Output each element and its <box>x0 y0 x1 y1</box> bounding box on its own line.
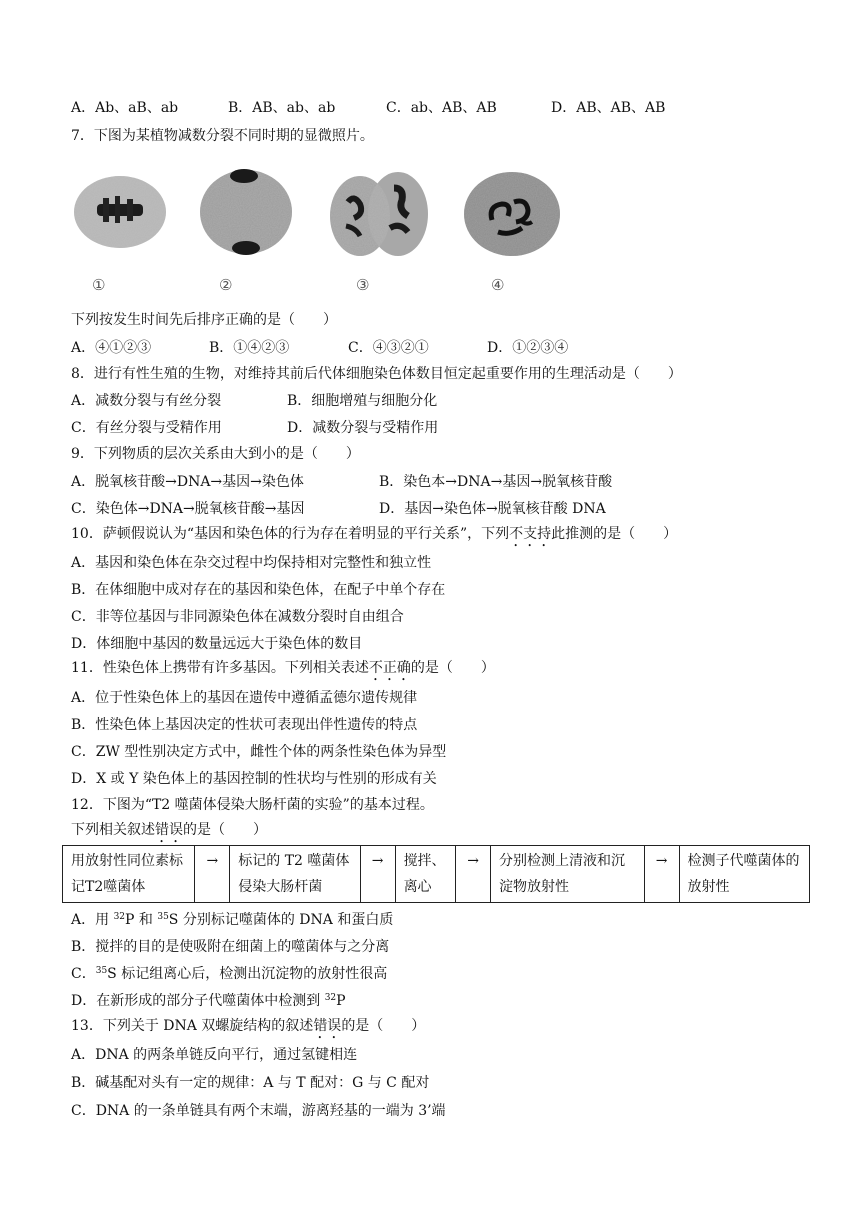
q10-option-a: A．基因和染色体在杂交过程中均保持相对完整性和独立性 <box>71 555 432 571</box>
q12-question <box>71 820 267 846</box>
q9-option-a: A．脱氧核苷酸→DNA→基因→染色体 <box>71 474 304 490</box>
flow-step-2: 标记的 T2 噬菌体侵染大肠杆菌 <box>230 846 360 903</box>
q12-question-emphasis: 错误 <box>155 822 183 838</box>
flow-arrow-2: → <box>360 846 395 903</box>
isotope-32-superscript: 32 <box>324 993 337 1003</box>
isotope-35-superscript: 35 <box>157 912 169 922</box>
q8-stem: 8．进行有性生殖的生物，对维持其前后代体细胞染色体数目恒定起重要作用的生理活动是（ ） <box>71 366 682 382</box>
q6-option-a: A．Ab、aB、ab <box>71 100 179 116</box>
q12-option-b: B．搅拌的目的是使吸附在细菌上的噬菌体与之分离 <box>71 939 390 955</box>
q12-option-a-text-1: A．用 <box>71 912 114 928</box>
q7-option-d: D．①②③④ <box>487 340 569 356</box>
q12-question-post: 的是（ ） <box>183 822 267 838</box>
q12-option-d <box>71 991 346 1011</box>
flow-step-1: 用放射性同位素标记T2噬菌体 <box>63 846 195 903</box>
micrograph-1-label: ① <box>92 276 106 294</box>
micrograph-2-image <box>196 162 296 268</box>
q9-option-c: C．染色体→DNA→脱氧核苷酸→基因 <box>71 501 305 517</box>
micrograph-strip <box>70 162 520 268</box>
flow-arrow-4: → <box>644 846 679 903</box>
q12-option-c-text-2: S 标记组离心后，检测出沉淀物的放射性很高 <box>107 966 388 982</box>
q10-option-c: C．非等位基因与非同源染色体在减数分裂时自由组合 <box>71 609 404 625</box>
q12-question-pre: 下列相关叙述 <box>71 822 155 838</box>
q12-option-d-text-1: D．在新形成的部分子代噬菌体中检测到 <box>71 993 325 1009</box>
q11-stem-emphasis: 不正确 <box>368 660 411 676</box>
q6-option-d: D．AB、AB、AB <box>551 100 666 116</box>
q13-option-c: C．DNA 的一条单链具有两个末端，游离羟基的一端为 3’端 <box>71 1103 446 1119</box>
q13-option-a: A．DNA 的两条单链反向平行，通过氢键相连 <box>71 1047 358 1063</box>
q12-stem: 12．下图为“T2 噬菌体侵染大肠杆菌的实验”的基本过程。 <box>71 797 434 813</box>
micrograph-3-label: ③ <box>356 276 370 294</box>
isotope-35-superscript: 35 <box>95 966 108 976</box>
q6-option-b: B．AB、ab、ab <box>228 100 336 116</box>
flow-step-5: 检测子代噬菌体的放射性 <box>679 846 809 903</box>
micrograph-2-label: ② <box>219 276 233 294</box>
q7-option-c: C．④③②① <box>348 340 429 356</box>
flow-arrow-1: → <box>195 846 230 903</box>
q12-option-c <box>71 964 387 984</box>
q8-option-c: C．有丝分裂与受精作用 <box>71 420 222 436</box>
q13-option-b: B．碱基配对头有一定的规律：A 与 T 配对：G 与 C 配对 <box>71 1075 430 1091</box>
flow-step-4: 分别检测上清液和沉淀物放射性 <box>490 846 644 903</box>
q7-option-b: B．①④②③ <box>209 340 290 356</box>
q11-option-a: A．位于性染色体上的基因在遗传中遵循孟德尔遗传规律 <box>71 690 418 706</box>
q11-stem-post: 的是（ ） <box>410 660 495 676</box>
q11-stem <box>71 658 495 684</box>
q10-option-b: B．在体细胞中成对存在的基因和染色体，在配子中单个存在 <box>71 582 446 598</box>
q12-option-a-text-2: P 和 <box>125 912 158 928</box>
micrograph-4-label: ④ <box>491 276 505 294</box>
q11-option-c: C．ZW 型性别决定方式中，雌性个体的两条性染色体为异型 <box>71 744 447 760</box>
flow-step-3: 搅拌、离心 <box>395 846 456 903</box>
q11-option-d: D．X 或 Y 染色体上的基因控制的性状均与性别的形成有关 <box>71 771 437 787</box>
q9-option-d: D．基因→染色体→脱氧核苷酸 DNA <box>379 501 606 517</box>
q13-stem-pre: 13．下列关于 DNA 双螺旋结构的叙述 <box>71 1018 314 1034</box>
experiment-flow-table <box>62 845 810 903</box>
q12-option-c-text-1: C． <box>71 966 96 982</box>
q7-stem: 7．下图为某植物减数分裂不同时期的显微照片。 <box>71 128 374 144</box>
q8-option-b: B．细胞增殖与细胞分化 <box>287 393 438 409</box>
q12-option-d-text-2: P <box>336 993 346 1009</box>
q10-stem-emphasis: 不支持 <box>509 526 552 542</box>
q13-stem-post: 的是（ ） <box>341 1018 426 1034</box>
q12-option-a-text-3: S 分别标记噬菌体的 DNA 和蛋白质 <box>168 912 394 928</box>
q13-stem <box>71 1016 425 1042</box>
micrograph-4-image <box>462 162 562 268</box>
q9-option-b: B．染色本→DNA→基因→脱氧核苷酸 <box>379 474 613 490</box>
q12-option-a <box>71 910 393 930</box>
q10-stem-pre: 10．萨顿假说认为“基因和染色体的行为存在着明显的平行关系”，下列 <box>71 526 510 542</box>
q8-option-d: D．减数分裂与受精作用 <box>287 420 439 436</box>
q10-stem <box>71 524 677 550</box>
q7-option-a: A．④①②③ <box>71 340 152 356</box>
flow-row <box>63 846 810 903</box>
isotope-32-superscript: 32 <box>113 912 126 922</box>
q11-stem-pre: 11．性染色体上携带有许多基因。下列相关表述 <box>71 660 369 676</box>
q6-option-c: C．ab、AB、AB <box>386 100 497 116</box>
flow-arrow-3: → <box>456 846 491 903</box>
micrograph-1-image <box>70 162 170 268</box>
q10-stem-post: 此推测的是（ ） <box>551 526 678 542</box>
q8-option-a: A．减数分裂与有丝分裂 <box>71 393 222 409</box>
q11-option-b: B．性染色体上基因决定的性状可表现出伴性遗传的特点 <box>71 717 418 733</box>
micrograph-3-image <box>328 162 428 268</box>
q9-stem: 9．下列物质的层次关系由大到小的是（ ） <box>71 446 360 462</box>
q10-option-d: D．体细胞中基因的数量远远大于染色体的数目 <box>71 636 363 652</box>
q7-question: 下列按发生时间先后排序正确的是（ ） <box>71 312 337 328</box>
q13-stem-emphasis: 错误 <box>313 1018 342 1034</box>
